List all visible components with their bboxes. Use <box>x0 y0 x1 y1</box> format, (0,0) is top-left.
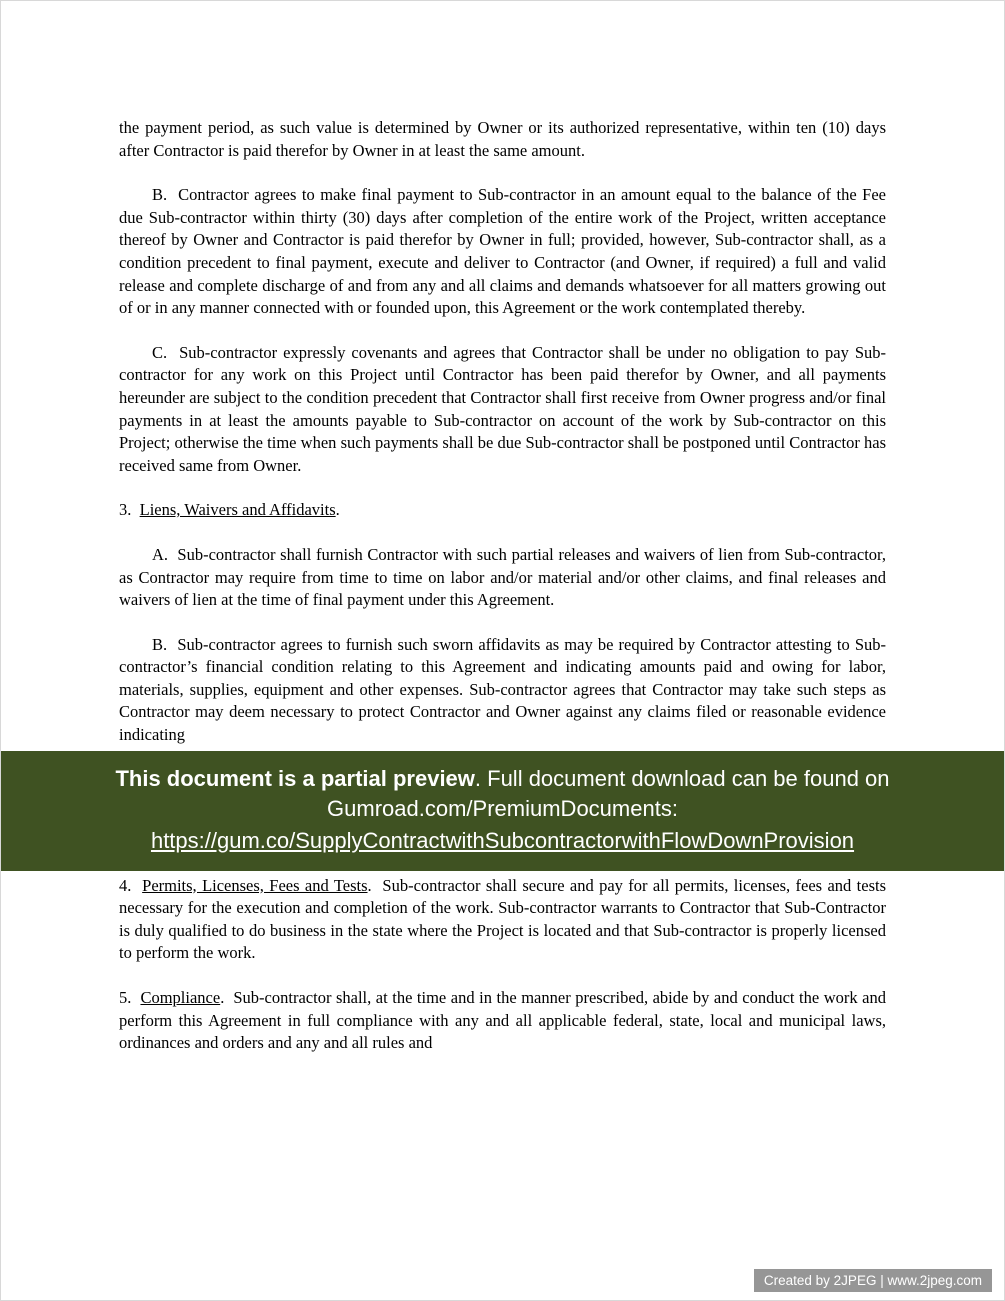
paragraph-text: 3. <box>119 500 140 520</box>
paragraph-text: 4. <box>119 875 143 895</box>
paragraph-text: C. Sub-contractor expressly covenants and agrees that Contractor shall be under no obligation to pay Sub-contractor for any work on this Project until Contractor has been paid therefor by Owner, and all payments hereunder are subject to the condition precedent that Contractor shall first receive from Owner progress and/or final payments in at least the amounts payable to Sub-contractor on account of the work by Sub-contractor on this Project; otherwise the time when such payments shall be due Sub-contractor shall be postponed until Contractor has received same from Owner. <box>119 342 886 475</box>
paragraph-text: A. Sub-contractor shall furnish Contractor with such partial releases and waivers of lien from Sub-contractor, as Contractor may require from time to time on labor and/or material and/or other claims, and final releases and waivers of lien at the time of final payment under this Agreement. <box>119 544 886 610</box>
paragraph <box>119 544 886 612</box>
section-heading-text: Compliance <box>140 988 221 1008</box>
paragraph-text: the payment period, as such value is determined by Owner or its authorized representative, within ten (10) days after Contractor is paid therefor by Owner in at least the same amount. <box>119 118 886 160</box>
paragraph <box>119 875 886 965</box>
paragraph <box>119 634 886 747</box>
paragraph-text: . Sub-contractor shall, at the time and in the manner prescribed, abide by and conduct the work and perform this Agreement in full compliance with any and all applicable federal, state, local and municipal laws, ordinances and orders and any and all rules and <box>119 988 886 1053</box>
preview-download-link[interactable]: https://gum.co/SupplyContractwithSubcontractorwithFlowDownProvision <box>150 827 855 853</box>
preview-banner-bold-text: This document is a partial preview <box>115 765 475 791</box>
watermark-badge <box>754 1269 992 1292</box>
document-body-top <box>119 117 886 747</box>
paragraph <box>119 342 886 478</box>
preview-banner <box>1 751 1004 871</box>
section-heading-text: Permits, Licenses, Fees and Tests <box>142 875 368 895</box>
paragraph-text: . <box>335 500 340 520</box>
paragraph-text: B. Sub-contractor agrees to furnish such sworn affidavits as may be required by Contractor attesting to Sub-contractor’s financial condition relating to this Agreement and indicating amounts paid and owing for labor, materials, supplies, equipment and other expenses. Sub-contractor agrees that Contractor may take such steps as Contractor may deem necessary to protect Contractor and Owner against any claims filed or reasonable evidence indicating <box>119 634 886 745</box>
watermark-text: Created by 2JPEG | www.2jpeg.com <box>763 1273 982 1288</box>
preview-banner-text <box>31 764 974 824</box>
paragraph <box>119 184 886 320</box>
paragraph <box>119 987 886 1055</box>
paragraph-text: 5. <box>119 988 141 1008</box>
paragraph-text: . Sub-contractor shall secure and pay for all permits, licenses, fees and tests necessary for the execution and completion of the work. Sub-contractor warrants to Contractor that Sub-Contractor is duly qualified to do business in the state where the Project is located and that Sub-contractor is properly licensed to perform the work. <box>119 875 887 963</box>
paragraph-text: B. Contractor agrees to make final payment to Sub-contractor in an amount equal to the balance of the Fee due Sub-contractor within thirty (30) days after completion of the entire work of the Project, written acceptance thereof by Owner and Contractor is paid therefor by Owner in full; provided, however, Sub-contractor shall, as a condition precedent to final payment, execute and deliver to Contractor (and Owner, if required) a full and valid release and complete discharge of and from any and all claims and demands whatsoever for all matters growing out of or in any manner connected with or founded upon, this Agreement or the work contemplated thereby. <box>119 185 886 318</box>
preview-banner-rest-text: . Full document download can be found on Gumroad.com/PremiumDocuments: <box>327 765 890 821</box>
paragraph <box>119 499 886 522</box>
section-heading-text: Liens, Waivers and Affidavits <box>139 500 336 520</box>
document-body-bottom <box>119 875 886 1055</box>
paragraph <box>119 117 886 162</box>
